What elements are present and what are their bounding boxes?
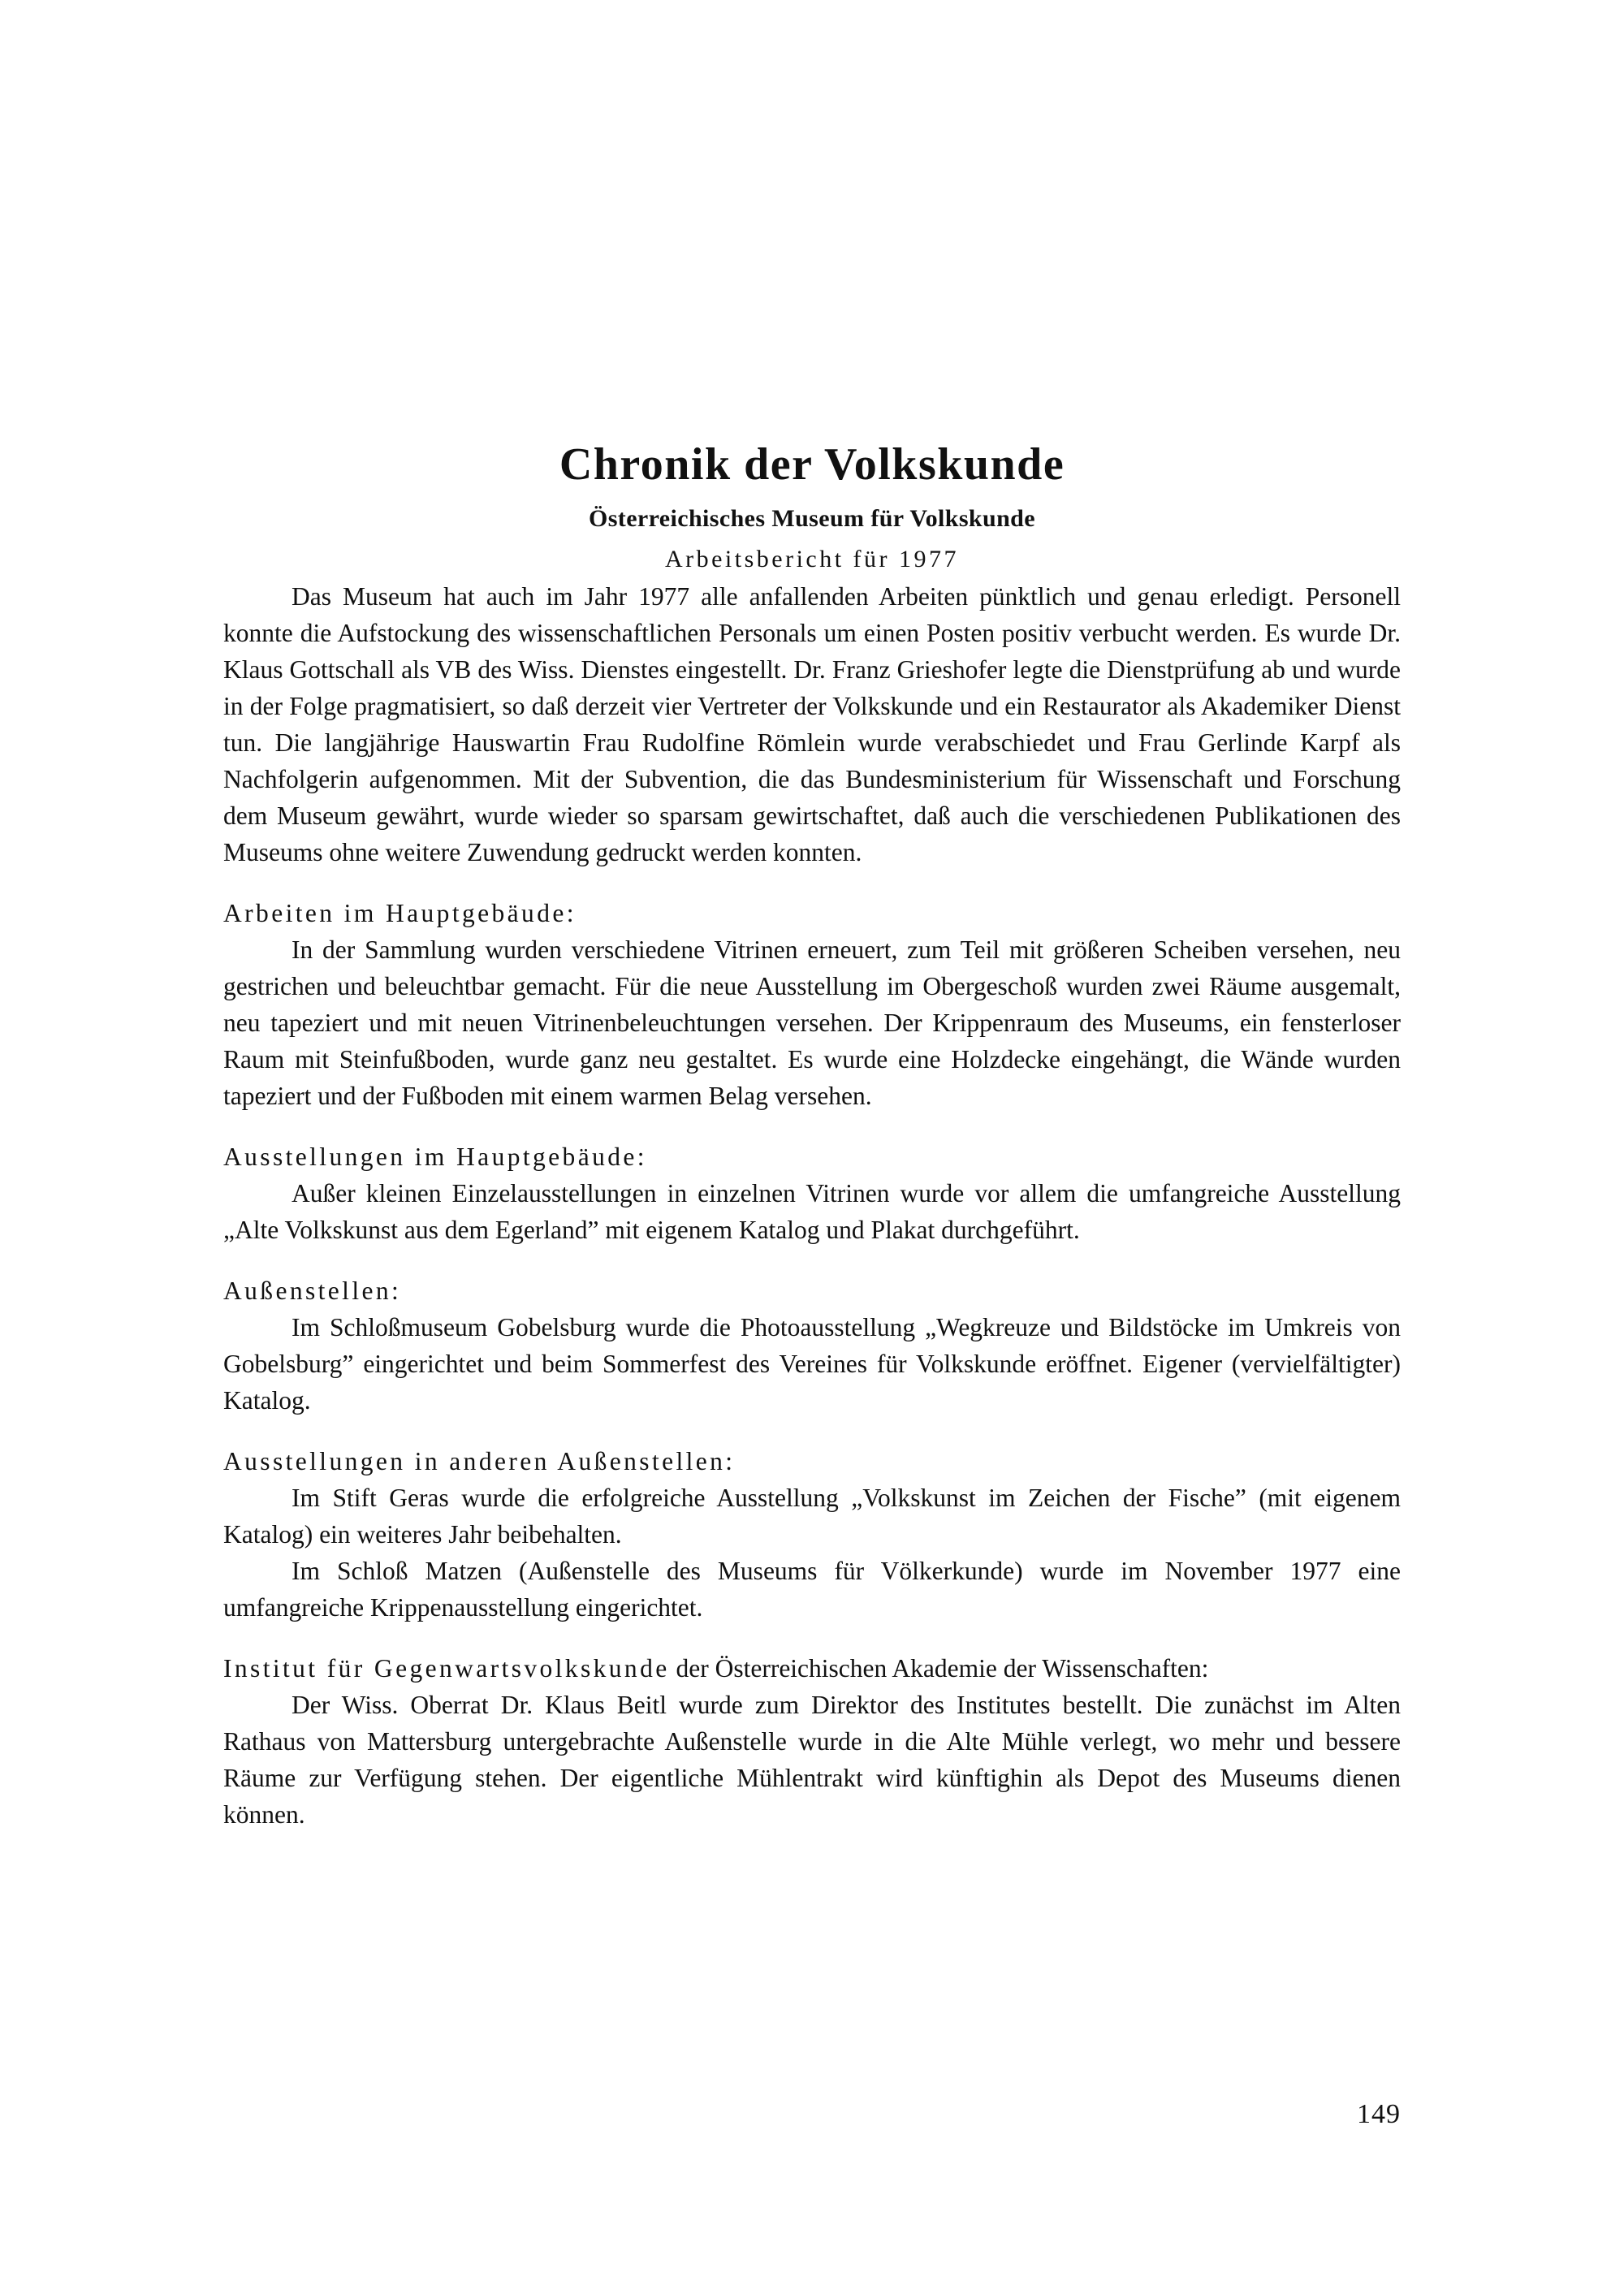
report-line: Arbeitsbericht für 1977 bbox=[664, 546, 960, 572]
page-title: Chronik der Volkskunde bbox=[559, 439, 1065, 490]
section-paragraph-geras: Im Stift Geras wurde die erfolgreiche Ausstellung „Volkskunst im Zeichen der Fische” (mit eigenem Katalog) ein weiteres Jahr beibehalten. bbox=[223, 1484, 1401, 1549]
section-heading-institut-main: Institut für Gegenwartsvolkskunde bbox=[223, 1654, 670, 1683]
section-paragraph-aussenstellen: Im Schloßmuseum Gobelsburg wurde die Photoausstellung „Wegkreuze und Bildstöcke im Umkreis von Gobelsburg” eingerichtet und beim Sommerfest des Vereines für Volkskunde eröffnet. Eigener (vervielfältigter) Katalog. bbox=[223, 1313, 1401, 1415]
section-paragraph-matzen: Im Schloß Matzen (Außenstelle des Museums für Völkerkunde) wurde im November 1977 eine umfangreiche Krippenausstellung eingerichtet. bbox=[223, 1557, 1401, 1622]
section-heading-institut-tail: der Österreichischen Akademie der Wissenschaften: bbox=[669, 1654, 1209, 1683]
section-heading-institut bbox=[223, 1650, 1401, 1687]
section-paragraph-ausstellungen-haupt: Außer kleinen Einzelausstellungen in einzelnen Vitrinen wurde vor allem die umfangreiche Ausstellung „Alte Volkskunst aus dem Egerland” mit eigenem Katalog und Plakat durchgeführt. bbox=[223, 1179, 1401, 1244]
section-heading-ausstellungen-andere: Ausstellungen in anderen Außenstellen: bbox=[223, 1447, 736, 1475]
section-paragraph-arbeiten: In der Sammlung wurden verschiedene Vitrinen erneuert, zum Teil mit größeren Scheiben versehen, neu gestrichen und beleuchtbar gemacht. Für die neue Ausstellung im Obergeschoß wurden zwei Räume ausgemalt, neu tapeziert und mit neuen Vitrinenbeleuchtungen versehen. Der Krippenraum des Museums, ein fensterloser Raum mit Steinfußboden, wurde ganz neu gestaltet. Es wurde eine Holzdecke eingehängt, die Wände wurden tapeziert und der Fußboden mit einem warmen Belag versehen. bbox=[223, 935, 1401, 1110]
section-paragraph-institut: Der Wiss. Oberrat Dr. Klaus Beitl wurde zum Direktor des Institutes bestellt. Die zunächst im Alten Rathaus von Mattersburg untergebrachte Außenstelle wurde in die Alte Mühle verlegt, wo mehr und bessere Räume zur Verfügung stehen. Der eigentliche Mühlentrakt wird künftighin als Depot des Museums dienen können. bbox=[223, 1691, 1401, 1829]
document-subtitle: Österreichisches Museum für Volkskunde bbox=[589, 505, 1035, 532]
document-content bbox=[223, 438, 1401, 1833]
section-heading-arbeiten: Arbeiten im Hauptgebäude: bbox=[223, 899, 577, 927]
section-heading-ausstellungen-haupt: Ausstellungen im Hauptgebäude: bbox=[223, 1143, 647, 1171]
section-heading-aussenstellen: Außenstellen: bbox=[223, 1277, 402, 1305]
intro-paragraph: Das Museum hat auch im Jahr 1977 alle anfallenden Arbeiten pünktlich und genau erledigt. Personell konnte die Aufstockung des wissenschaftlichen Personals um einen Posten positiv verbucht werden. Es wurde Dr. Klaus Gottschall als VB des Wiss. Dienstes eingestellt. Dr. Franz Grieshofer legte die Dienstprüfung ab und wurde in der Folge pragmatisiert, so daß derzeit vier Vertreter der Volkskunde und ein Restaurator als Akademiker Dienst tun. Die langjährige Hauswartin Frau Rudolfine Römlein wurde verabschiedet und Frau Gerlinde Karpf als Nachfolgerin aufgenommen. Mit der Subvention, die das Bundesministerium für Wissenschaft und Forschung dem Museum gewährt, wurde wieder so sparsam gewirtschaftet, daß auch die verschiedenen Publikationen des Museums ohne weitere Zuwendung gedruckt werden konnten. bbox=[223, 582, 1401, 866]
page-number: 149 bbox=[1357, 2099, 1401, 2129]
